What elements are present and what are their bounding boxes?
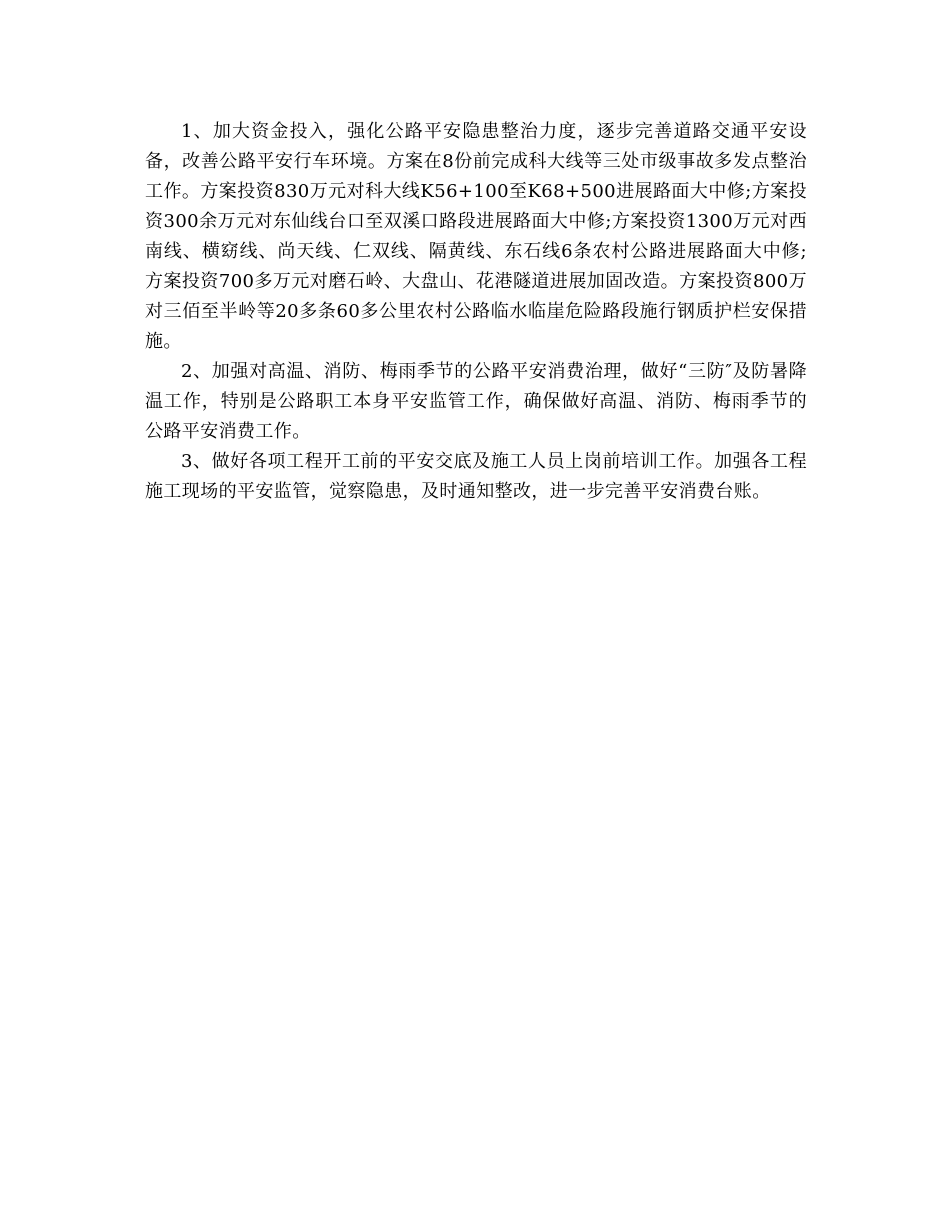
document-body	[145, 117, 807, 507]
paragraph-1: 1、加大资金投入，强化公路平安隐患整治力度，逐步完善道路交通平安设备，改善公路平安行车环境。方案在8份前完成科大线等三处市级事故多发点整治工作。方案投资830万元对科大线K56+100至K68+500进展路面大中修;方案投资300余万元对东仙线台口至双溪口路段进展路面大中修;方案投资1300万元对西南线、横窈线、尚天线、仁双线、隔黄线、东石线6条农村公路进展路面大中修;方案投资700多万元对磨石岭、大盘山、花港隧道进展加固改造。方案投资800万对三佰至半岭等20多条60多公里农村公路临水临崖危险路段施行钢质护栏安保措施。	[145, 121, 807, 352]
paragraph-2: 2、加强对高温、消防、梅雨季节的公路平安消费治理，做好“三防″及防暑降温工作，特别是公路职工本身平安监管工作，确保做好高温、消防、梅雨季节的公路平安消费工作。	[145, 361, 807, 442]
paragraph-3: 3、做好各项工程开工前的平安交底及施工人员上岗前培训工作。加强各工程施工现场的平安监管，觉察隐患，及时通知整改，进一步完善平安消费台账。	[145, 451, 807, 502]
